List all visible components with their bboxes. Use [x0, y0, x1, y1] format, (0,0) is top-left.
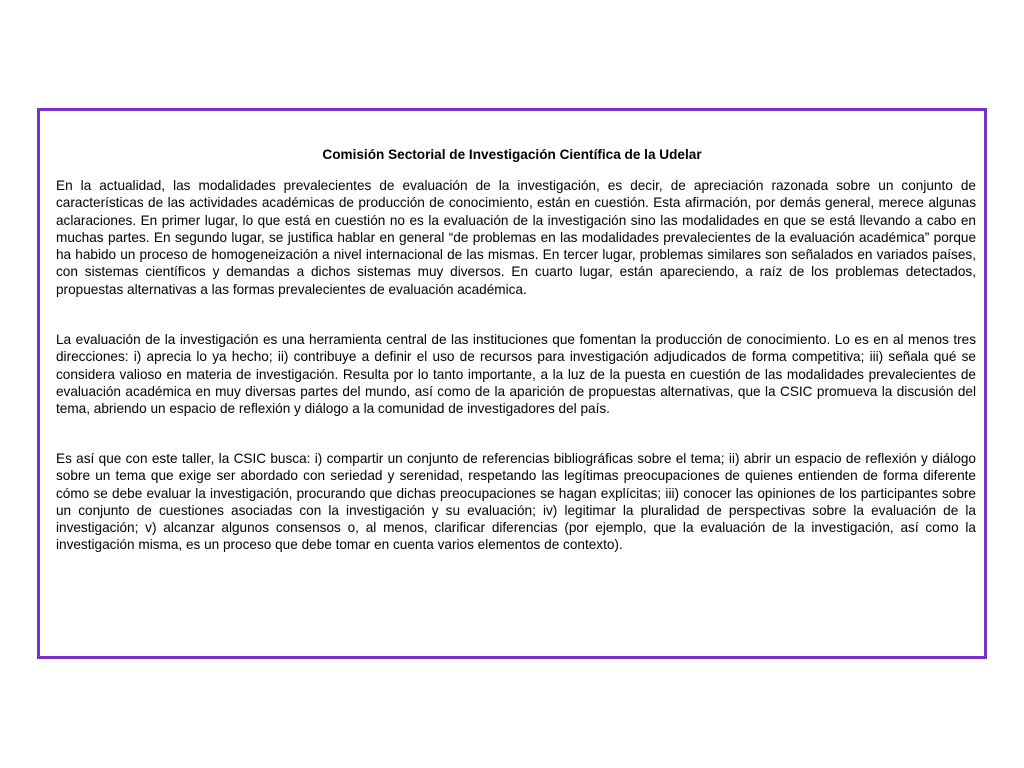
document-title: Comisión Sectorial de Investigación Científica de la Udelar [322, 147, 702, 162]
paragraph-2: La evaluación de la investigación es una herramienta central de las instituciones que fomentan la producción de conocimiento. Lo es en al menos tres direcciones: i) aprecia lo ya hecho; ii) contribuye a definir el uso de recursos para investigación adjudicados de forma competitiva; iii) señala qué se considera valioso en materia de investigación. Resulta por lo tanto importante, a la luz de la puesta en cuestión de las modalidades prevalecientes de evaluación académica en muy diversas partes del mundo, así como de la aparición de propuestas alternativas, que la CSIC promueva la discusión del tema, abriendo un espacio de reflexión y diálogo a la comunidad de investigadores del país. [56, 332, 976, 417]
paragraph-1: En la actualidad, las modalidades prevalecientes de evaluación de la investigación, es decir, de apreciación razonada sobre un conjunto de características de las actividades académicas de producción de conocimiento, están en cuestión. Esta afirmación, por demás general, merece algunas aclaraciones. En primer lugar, lo que está en cuestión no es la evaluación de la investigación sino las modalidades en que se está llevando a cabo en muchas partes. En segundo lugar, se justifica hablar en general “de problemas en las modalidades prevalecientes de la evaluación académica” porque ha habido un proceso de homogeneización a nivel internacional de las mismas. En tercer lugar, problemas similares son señalados en variados países, con sistemas científicos y demandas a dichos sistemas muy diversos. En cuarto lugar, están apareciendo, a raíz de los problemas detectados, propuestas alternativas a las formas prevalecientes de evaluación académica. [56, 178, 976, 297]
text-frame [37, 108, 987, 659]
paragraph-3: Es así que con este taller, la CSIC busca: i) compartir un conjunto de referencias bibliográficas sobre el tema; ii) abrir un espacio de reflexión y diálogo sobre un tema que exige ser abordado con seriedad y serenidad, respetando las legítimas preocupaciones de quienes entienden de forma diferente cómo se debe evaluar la investigación, procurando que dichas preocupaciones se hagan explícitas; iii) conocer las opiniones de los participantes sobre un conjunto de cuestiones asociadas con la investigación y su evaluación; iv) legitimar la pluralidad de perspectivas sobre la evaluación de la investigación; v) alcanzar algunos consensos o, al menos, clarificar diferencias (por ejemplo, que la evaluación de la investigación, así como la investigación misma, es un proceso que debe tomar en cuenta varios elementos de contexto). [56, 451, 976, 553]
